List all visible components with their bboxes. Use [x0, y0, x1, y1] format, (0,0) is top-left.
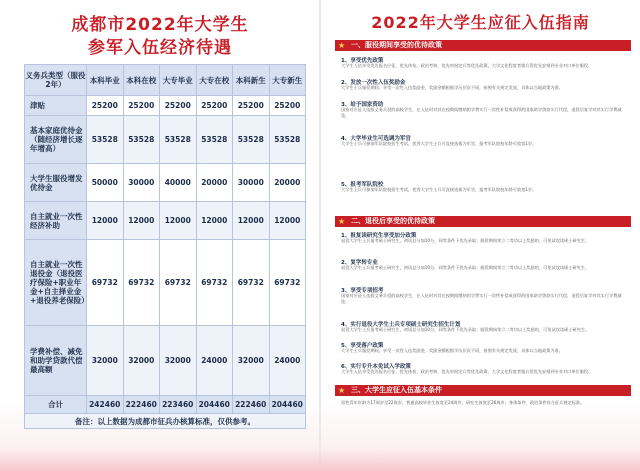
table-cell: 25200	[196, 96, 233, 116]
table-cell: 12000	[233, 202, 270, 240]
table-note: 备注：以上数据为成都市征兵办核算标准，仅供参考。	[25, 414, 306, 429]
section-heading	[335, 40, 631, 51]
paragraph: 大学生士兵服役期间，享受一次性入伍奖励金，奖励金额根据学历层次不同，按照有关规定发放，具体以当地政策为准。	[341, 85, 563, 90]
table-cell: 25200	[87, 96, 124, 116]
table-cell: 25200	[233, 96, 270, 116]
footer-decoration	[0, 449, 640, 471]
paragraph: 大学生士兵可参加军队院校招生考试，优秀大学生士兵可直接选拔为军官，报考军队院校年龄可放宽1岁。	[341, 187, 537, 192]
section-heading-text: 一、服役期间享受的优待政策	[351, 41, 442, 49]
table-cell: 53528	[123, 116, 160, 164]
table-cell: 32000	[233, 326, 270, 396]
table-header-row	[25, 65, 306, 96]
paragraph: 大学生士兵可参加军队院校招生考试，优秀大学生士兵可直接选拔为军官，报考军队院校年龄可放宽1岁。	[341, 141, 537, 146]
subheading: 3、给予国家资助	[341, 102, 384, 108]
table-cell: 25200	[269, 96, 306, 116]
table-cell: 69732	[87, 240, 124, 326]
table-cell: 20000	[269, 164, 306, 202]
row-label: 基本家庭优待金（随经济增长逐年增高）	[25, 116, 87, 164]
subheading: 6、实行专升本免试入学政策	[341, 364, 411, 370]
table-cell: 24000	[269, 326, 306, 396]
subheading: 5、报考军队院校	[341, 182, 384, 188]
table-cell: 25200	[123, 96, 160, 116]
subheading: 1、享受优先政策	[341, 58, 384, 64]
star-icon: ★	[338, 41, 346, 50]
row-label: 津贴	[25, 96, 87, 116]
table-cell: 12000	[123, 202, 160, 240]
table-header-cell: 本科在校	[123, 65, 160, 96]
table-cell: 69732	[160, 240, 197, 326]
table-header-cell: 大专在校	[196, 65, 233, 96]
star-icon: ★	[338, 217, 346, 226]
subheading: 4、大学毕业生可选调为军官	[341, 136, 411, 142]
row-label: 自主就业一次性退役金（退役医疗保险+职业年金+自主择业金+退役养老保险）	[25, 240, 87, 326]
table-cell: 204460	[269, 396, 306, 414]
table-row	[25, 116, 306, 164]
benefits-title-line2: 参军入伍经济待遇	[88, 38, 232, 58]
table-cell: 12000	[269, 202, 306, 240]
table-row	[25, 240, 306, 326]
table-cell: 12000	[87, 202, 124, 240]
paragraph: 男性青年年龄为17周岁至22周岁，普通高校毕业生放宽至24周岁，研究生放宽至26周岁；身体条件、政治条件符合征兵规定标准。	[341, 400, 585, 405]
table-cell: 69732	[123, 240, 160, 326]
table-cell: 69732	[196, 240, 233, 326]
table-cell: 12000	[196, 202, 233, 240]
table-cell: 32000	[123, 326, 160, 396]
subheading: 2、复学转专业	[341, 260, 378, 266]
benefits-title-line1: 成都市2022年大学生	[71, 15, 249, 35]
table-row	[25, 96, 306, 116]
table-row	[25, 326, 306, 396]
paragraph: 大学生入伍享受优先报名应征、优先体检、政治考核、优先审批定兵等优先政策。大学文化程度者服兵役优先安排到专业对口单位服役。	[341, 369, 593, 374]
table-cell: 69732	[233, 240, 270, 326]
table-cell: 222460	[233, 396, 270, 414]
paragraph: 国家对应征入伍服义务兵役的高校学生，在入伍时对其在校期间缴纳的学费实行一次性补偿或获得的国家助学贷款实行代偿，退役后复学对其实行学费减免。	[341, 293, 622, 304]
table-cell: 12000	[160, 202, 197, 240]
table-header-cell: 大专新生	[269, 65, 306, 96]
row-label: 合计	[25, 396, 87, 414]
table-row	[25, 202, 306, 240]
table-cell: 222460	[123, 396, 160, 414]
table-cell: 32000	[160, 326, 197, 396]
guide-panel	[321, 0, 640, 471]
subheading: 5、享受落户政策	[341, 343, 384, 349]
table-cell: 40000	[160, 164, 197, 202]
table-cell: 50000	[87, 164, 124, 202]
table-cell: 53528	[87, 116, 124, 164]
table-cell: 30000	[123, 164, 160, 202]
table-cell: 53528	[196, 116, 233, 164]
table-header-cell: 义务兵类型（服役2年）	[25, 65, 87, 96]
paragraph: 退役大学生士兵报考硕士研究生，初试总分加10分，同等条件下优先录取；服役期间荣立二等功以上奖励的，可免试攻读硕士研究生。	[341, 265, 590, 270]
subheading: 3、享受专项招考	[341, 288, 384, 294]
paragraph: 大学生入伍享受优先报名应征、优先体检、政治考核、优先审批定兵等优先政策。大学文化程度者服兵役优先安排到专业对口单位服役。	[341, 63, 593, 68]
section-heading-text: 三、大学生应征入伍基本条件	[351, 386, 442, 394]
table-cell: 223460	[160, 396, 197, 414]
section-heading	[335, 385, 631, 396]
table-cell: 25200	[160, 96, 197, 116]
paragraph: 退役大学生士兵报考硕士研究生，初试总分加10分，同等条件下优先录取；服役期间荣立二等功以上奖励的，可免试攻读硕士研究生。	[341, 238, 590, 243]
table-cell: 30000	[233, 164, 270, 202]
table-header-cell: 大专毕业	[160, 65, 197, 96]
table-header-cell: 本科新生	[233, 65, 270, 96]
table-cell: 32000	[87, 326, 124, 396]
row-label: 学费补偿、减免和助学贷款代偿最高额	[25, 326, 87, 396]
table-cell: 204460	[196, 396, 233, 414]
table-row	[25, 164, 306, 202]
paragraph: 大学生士兵服役期间，享受一次性入伍奖励金，奖励金额根据学历层次不同，按照有关规定发放，具体以当地政策为准。	[341, 348, 563, 353]
table-cell: 53528	[160, 116, 197, 164]
subheading: 1、报复读研究生享受加分政策	[341, 233, 417, 239]
table-header-cell: 本科毕业	[87, 65, 124, 96]
paragraph: 国家对应征入伍服义务兵役的高校学生，在入伍时对其在校期间缴纳的学费实行一次性补偿或获得的国家助学贷款实行代偿，退役后复学对其实行学费减免。	[341, 107, 622, 118]
subheading: 2、发放一次性入伍奖励金	[341, 80, 406, 86]
row-label: 自主就业一次性经济补助	[25, 202, 87, 240]
section-heading-text: 二、退役后享受的优待政策	[351, 217, 435, 225]
table-cell: 53528	[233, 116, 270, 164]
row-label: 大学生服役增发优待金	[25, 164, 87, 202]
table-cell: 53528	[269, 116, 306, 164]
table-total-row	[25, 396, 306, 414]
subheading: 4、实行退役大学生士兵专项硕士研究生招生计划	[341, 322, 461, 328]
table-cell: 20000	[196, 164, 233, 202]
table-cell: 242460	[87, 396, 124, 414]
table-cell: 24000	[196, 326, 233, 396]
table-note-row	[25, 414, 306, 429]
guide-title: 2022年大学生应征入伍指南	[371, 13, 590, 32]
star-icon: ★	[338, 386, 346, 395]
paragraph: 退役大学生士兵报考硕士研究生，初试总分加10分，同等条件下优先录取；服役期间荣立二等功以上奖励的，可免试攻读硕士研究生。	[341, 327, 590, 332]
table-cell: 69732	[269, 240, 306, 326]
benefits-table	[24, 64, 306, 429]
section-heading	[335, 216, 631, 227]
